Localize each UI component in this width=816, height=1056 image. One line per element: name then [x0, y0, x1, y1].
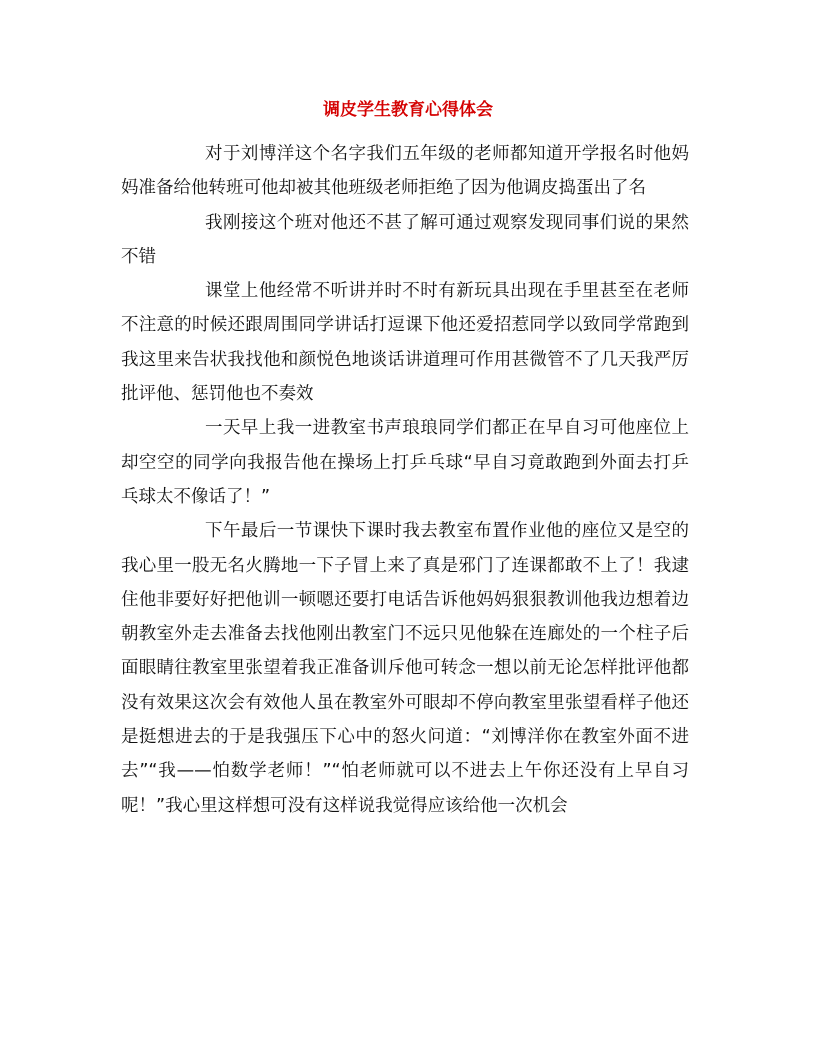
document-title: 调皮学生教育心得体会 — [323, 100, 493, 120]
paragraph-3: 课堂上他经常不听讲并时不时有新玩具出现在手里甚至在老师不注意的时候还跟周围同学讲话打逗课下他还爱招惹同学以致同学常跑到我这里来告状我找他和颜悦色地谈话讲道理可作用甚微管不了几天我严厉批评他、惩罚他也不奏效 — [121, 281, 689, 405]
paragraph-1: 对于刘博洋这个名字我们五年级的老师都知道开学报名时他妈妈准备给他转班可他却被其他班级老师拒绝了因为他调皮捣蛋出了名 — [121, 144, 689, 199]
document-body — [121, 137, 689, 823]
paragraph-4: 一天早上我一进教室书声琅琅同学们都正在早自习可他座位上却空空的同学向我报告他在操场上打乒乓球“早自习竟敢跑到外面去打乒乓球太不像话了！” — [121, 418, 689, 507]
paragraph-2: 我刚接这个班对他还不甚了解可通过观察发现同事们说的果然不错 — [121, 212, 689, 267]
paragraph-5: 下午最后一节课快下课时我去教室布置作业他的座位又是空的我心里一股无名火腾地一下子冒上来了真是邪门了连课都敢不上了！我逮住他非要好好把他训一顿嗯还要打电话告诉他妈妈狠狠教训他我边想着边朝教室外走去准备去找他刚出教室门不远只见他躲在连廊处的一个柱子后面眼睛往教室里张望着我正准备训斥他可转念一想以前无论怎样批评他都没有效果这次会有效他人虽在教室外可眼却不停向教室里张望看样子他还是挺想进去的于是我强压下心中的怒火问道：“刘博洋你在教室外面不进去”“我——怕数学老师！”“怕老师就可以不进去上午你还没有上早自习呢！”我心里这样想可没有这样说我觉得应该给他一次机会 — [121, 521, 689, 816]
